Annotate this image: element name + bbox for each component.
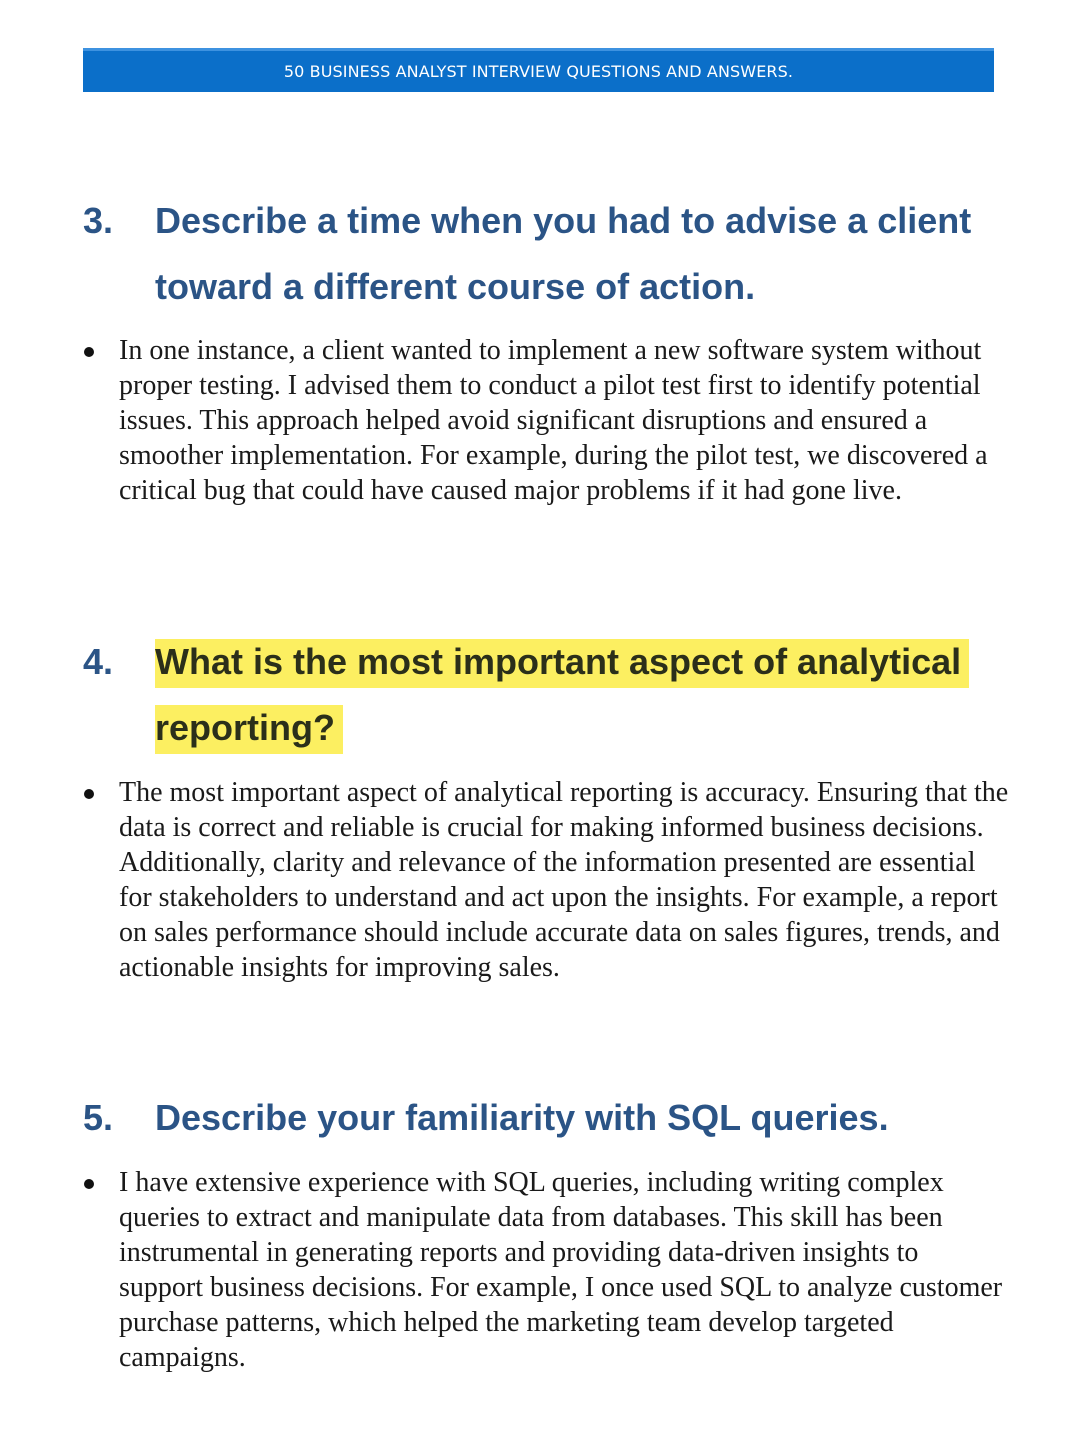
- question-title: Describe your familiarity with SQL queries.: [155, 1097, 889, 1138]
- question-number: 3.: [83, 200, 114, 241]
- question-title: Describe a time when you had to advise a client toward a different course of action.: [155, 200, 972, 307]
- answer-text: I have extensive experience with SQL queries, including writing complex queries to extract and manipulate data from databases. This skill has been instrumental in generating reports and providing data-driven insights to support business decisions. For example, I once used SQL to analyze customer purchase patterns, which helped the marketing team develop targeted campaigns.: [119, 1167, 1003, 1373]
- question-number: 4.: [83, 641, 114, 682]
- question-number: 5.: [83, 1097, 114, 1138]
- banner-title: 50 BUSINESS ANALYST INTERVIEW QUESTIONS AND ANSWERS.: [283, 62, 794, 81]
- answer-text: In one instance, a client wanted to implement a new software system without proper testing. I advised them to conduct a pilot test first to identify potential issues. This approach helped avoid significant disruptions and ensured a smoother implementation. For example, during the pilot test, we discovered a critical bug that could have caused major problems if it had gone live.: [119, 335, 988, 506]
- bullet-icon: [84, 347, 94, 357]
- bullet-icon: [84, 789, 94, 799]
- highlighted-text: What is the most important aspect of analytical reporting?: [155, 639, 969, 754]
- bullet-icon: [84, 1179, 94, 1189]
- header-banner: [83, 48, 994, 92]
- answer-text: The most important aspect of analytical reporting is accuracy. Ensuring that the data is correct and reliable is crucial for making informed business decisions. Additionally, clarity and relevance of the information presented are essential for stakeholders to understand and act upon the insights. For example, a report on sales performance should include accurate data on sales figures, trends, and actionable insights for improving sales.: [119, 777, 1009, 983]
- question-title-highlighted: [155, 629, 1015, 761]
